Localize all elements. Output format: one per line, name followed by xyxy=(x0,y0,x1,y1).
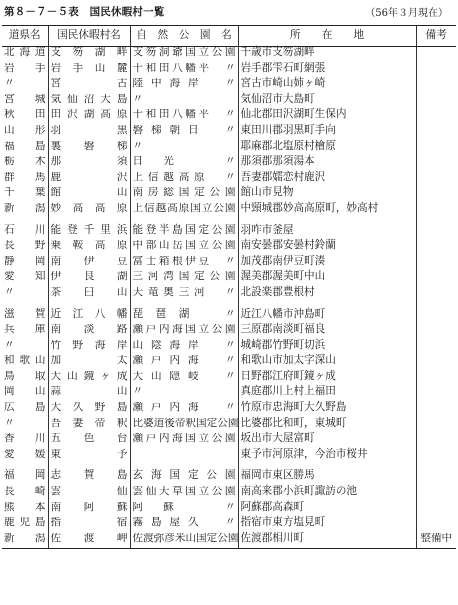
village-name-cell: 吾妻帝釈 xyxy=(48,418,130,434)
table-row xyxy=(2,125,456,141)
location-cell: 千歳市支笏湖畔 xyxy=(238,47,416,63)
location-cell: 北設楽郡豊根村 xyxy=(238,287,416,303)
prefecture-cell: 愛媛 xyxy=(4,448,46,460)
park-name-cell: 佐渡弥彦米山国定公園 xyxy=(130,533,238,549)
location-cell: 東田川郡羽黒町手向 xyxy=(238,125,416,141)
note-cell xyxy=(416,256,456,272)
table-row xyxy=(2,271,456,287)
village-name-cell: 東予 xyxy=(48,449,130,465)
park-name-cell: 日光 〃 xyxy=(130,156,238,172)
village-name-cell: 鹿沢 xyxy=(48,172,130,188)
note-cell xyxy=(416,203,456,219)
location-cell: 和歌山市加太字深山 xyxy=(238,355,416,371)
prefecture-cell: 広島 xyxy=(4,402,46,414)
table-row xyxy=(2,533,456,549)
prefecture-cell: 〃 xyxy=(4,286,15,298)
column-header-note: 備考 xyxy=(416,26,456,47)
note-cell xyxy=(416,502,456,518)
park-name-cell: 比婆道後帝釈国定公園 xyxy=(130,418,238,434)
location-cell: 南安曇郡安曇村鈴蘭 xyxy=(238,240,416,256)
table-row xyxy=(2,47,456,63)
note-cell xyxy=(416,340,456,356)
column-header-village: 国民休暇村名 xyxy=(48,26,130,47)
table-row xyxy=(2,287,456,303)
note-cell xyxy=(416,271,456,287)
table-row xyxy=(2,402,456,418)
village-name-cell: 大久野島 xyxy=(48,402,130,418)
location-cell: 耶麻郡北塩原村檜原 xyxy=(238,141,416,157)
prefecture-cell: 香川 xyxy=(4,433,46,445)
village-name-cell: 岩手山麓 xyxy=(48,63,130,79)
park-name-cell: 大山隠岐 〃 xyxy=(130,371,238,387)
note-cell xyxy=(416,187,456,203)
note-cell xyxy=(416,402,456,418)
prefecture-cell: 新潟 xyxy=(4,202,46,214)
prefecture-cell: 〃 xyxy=(4,339,15,351)
park-name-cell: 三河湾国定公園 xyxy=(130,271,238,287)
prefecture-cell: 千葉 xyxy=(4,187,46,199)
location-cell: 比婆郡比和町，東城町 xyxy=(238,418,416,434)
prefecture-cell: 岩手 xyxy=(4,62,46,74)
park-name-cell: 磐梯朝日 〃 xyxy=(130,125,238,141)
note-cell xyxy=(416,219,456,241)
table-row xyxy=(2,203,456,219)
park-name-cell: 山陰海岸 〃 xyxy=(130,340,238,356)
location-cell: 近江八幡市沖島町 xyxy=(238,303,416,325)
park-name-cell: 能登半島国定公園 xyxy=(130,219,238,241)
location-cell: 城崎郡竹野町切浜 xyxy=(238,340,416,356)
table-row xyxy=(2,141,456,157)
note-cell xyxy=(416,172,456,188)
prefecture-cell: 長野 xyxy=(4,240,46,252)
park-name-cell: 霧島屋久 〃 xyxy=(130,517,238,533)
village-name-cell: 気仙沼大島 xyxy=(48,94,130,110)
location-cell: 阿蘇郡高森町 xyxy=(238,502,416,518)
village-name-cell: 妙高高原 xyxy=(48,203,130,219)
note-cell xyxy=(416,303,456,325)
table-row xyxy=(2,256,456,272)
note-cell xyxy=(416,486,456,502)
location-cell: 佐渡郡相川町 xyxy=(238,533,416,549)
table-row xyxy=(2,517,456,533)
document-header xyxy=(0,4,458,20)
prefecture-cell: 〃 xyxy=(4,78,15,90)
park-name-cell xyxy=(130,449,238,465)
location-cell: 仙北郡田沢湖町生保内 xyxy=(238,109,416,125)
prefecture-cell: 栃木 xyxy=(4,156,46,168)
village-name-cell: 館山 xyxy=(48,187,130,203)
prefecture-cell: 長崎 xyxy=(4,486,46,498)
table-row xyxy=(2,486,456,502)
note-cell xyxy=(416,47,456,63)
note-cell xyxy=(416,63,456,79)
location-cell: 吾妻郡嬬恋村鹿沢 xyxy=(238,172,416,188)
prefecture-cell: 鳥取 xyxy=(4,370,46,382)
prefecture-cell: 新潟 xyxy=(2,533,48,549)
park-name-cell: 玄海国定公園 xyxy=(130,464,238,486)
village-name-cell: 乗鞍高原 xyxy=(48,240,130,256)
park-name-cell: 十和田八幡平 〃 xyxy=(130,63,238,79)
park-name-cell: 中部山岳国立公園 xyxy=(130,240,238,256)
note-cell xyxy=(416,287,456,303)
note-cell xyxy=(416,517,456,533)
village-name-cell: 加太 xyxy=(48,355,130,371)
location-cell: 坂出市大屋富町 xyxy=(238,433,416,449)
location-cell: 加茂郡南伊豆町湊 xyxy=(238,256,416,272)
park-name-cell: 〃 xyxy=(130,141,238,157)
prefecture-cell: 滋賀 xyxy=(4,307,46,320)
prefecture-cell: 愛知 xyxy=(4,271,46,283)
park-name-cell: 陸中海岸 〃 xyxy=(130,78,238,94)
location-cell: 宮古市崎山姉ヶ崎 xyxy=(238,78,416,94)
location-cell: 那須郡那須湯本 xyxy=(238,156,416,172)
location-cell: 指宿市東方塩見町 xyxy=(238,517,416,533)
prefecture-cell: 山形 xyxy=(4,124,46,136)
park-name-cell: 瀬戸内海 〃 xyxy=(130,355,238,371)
note-cell xyxy=(416,433,456,449)
note-cell xyxy=(416,449,456,465)
village-name-cell: 佐渡岬 xyxy=(48,533,130,549)
table-row xyxy=(2,94,456,110)
location-cell: 岩手郡雫石町網張 xyxy=(238,63,416,79)
park-name-cell: 天竜奥三河 〃 xyxy=(130,287,238,303)
village-name-cell: 茶臼山 xyxy=(48,287,130,303)
table-row xyxy=(2,418,456,434)
prefecture-cell: 石川 xyxy=(4,223,46,236)
village-name-cell: 竹野海岸 xyxy=(48,340,130,356)
prefecture-cell: 〃 xyxy=(4,417,15,429)
prefecture-cell: 福島 xyxy=(4,140,46,152)
location-cell: 三原郡南淡町福良 xyxy=(238,324,416,340)
note-cell xyxy=(416,324,456,340)
prefecture-cell: 秋田 xyxy=(4,109,46,121)
park-name-cell: 十和田八幡平 〃 xyxy=(130,109,238,125)
note-cell xyxy=(416,78,456,94)
prefecture-cell: 熊本 xyxy=(4,501,46,513)
note-cell xyxy=(416,418,456,434)
note-cell xyxy=(416,109,456,125)
table-row xyxy=(2,386,456,402)
prefecture-cell: 福岡 xyxy=(4,469,46,482)
village-name-cell: 支笏湖畔 xyxy=(48,47,130,63)
table-row xyxy=(2,219,456,241)
park-name-cell: 瀬戸内海国立公園 xyxy=(130,433,238,449)
location-cell: 南高来郡小浜町諏訪の池 xyxy=(238,486,416,502)
location-cell: 気仙沼市大島町 xyxy=(238,94,416,110)
location-cell: 館山市見物 xyxy=(238,187,416,203)
village-name-cell: 宮古 xyxy=(48,78,130,94)
prefecture-cell: 和歌山 xyxy=(4,355,46,367)
note-cell xyxy=(416,371,456,387)
column-header-park: 自 然 公 園 名 xyxy=(130,26,238,47)
prefecture-cell: 北海道 xyxy=(4,46,46,58)
table-row xyxy=(2,156,456,172)
location-cell: 渥美郡渥美町中山 xyxy=(238,271,416,287)
village-name-cell: 蒜山 xyxy=(48,386,130,402)
location-cell: 東予市河原津，今治市桜井 xyxy=(238,449,416,465)
village-name-cell: 近江八幡 xyxy=(48,303,130,325)
village-name-cell: 指宿 xyxy=(48,517,130,533)
village-name-cell: 五色台 xyxy=(48,433,130,449)
table-row xyxy=(2,240,456,256)
park-name-cell: 〃 xyxy=(130,386,238,402)
note-cell xyxy=(416,464,456,486)
table-row xyxy=(2,303,456,325)
prefecture-cell: 静岡 xyxy=(4,255,46,267)
park-name-cell: 瀬戸内海国立公園 xyxy=(130,324,238,340)
park-name-cell: 阿蘇 〃 xyxy=(130,502,238,518)
location-cell: 竹原市忠海町大久野島 xyxy=(238,402,416,418)
note-cell: 整備中 xyxy=(416,533,456,549)
table-row xyxy=(2,78,456,94)
prefecture-cell: 岡山 xyxy=(4,386,46,398)
location-cell: 中頸城郡妙高高原町，妙高村 xyxy=(238,203,416,219)
prefecture-cell: 鹿児島 xyxy=(4,517,46,529)
table-row xyxy=(2,63,456,79)
table-row xyxy=(2,502,456,518)
table-body xyxy=(2,47,456,549)
village-name-cell: 裏磐梯 xyxy=(48,141,130,157)
village-name-cell: 南阿蘇 xyxy=(48,502,130,518)
table-row xyxy=(2,449,456,465)
note-cell xyxy=(416,141,456,157)
prefecture-cell: 宮城 xyxy=(4,93,46,105)
location-cell: 羽咋市釜屋 xyxy=(238,219,416,241)
park-name-cell: 上信越高原国立公園 xyxy=(130,203,238,219)
location-cell: 日野郡江府町鏡ヶ成 xyxy=(238,371,416,387)
note-cell xyxy=(416,386,456,402)
resort-village-table xyxy=(2,25,456,549)
note-cell xyxy=(416,125,456,141)
park-name-cell: 富士箱根伊豆 〃 xyxy=(130,256,238,272)
village-name-cell: 那須 xyxy=(48,156,130,172)
park-name-cell: 〃 xyxy=(130,94,238,110)
note-cell xyxy=(416,156,456,172)
park-name-cell: 南房総国定公園 xyxy=(130,187,238,203)
village-name-cell: 志賀島 xyxy=(48,464,130,486)
table-row xyxy=(2,433,456,449)
village-name-cell: 雲仙 xyxy=(48,486,130,502)
table-row xyxy=(2,464,456,486)
table-title: 第８－７－５表 国民休暇村一覧 xyxy=(4,6,165,18)
table-row xyxy=(2,355,456,371)
prefecture-cell: 群馬 xyxy=(4,171,46,183)
column-header-location: 所 在 地 xyxy=(238,26,416,47)
park-name-cell: 上信越高原 〃 xyxy=(130,172,238,188)
village-name-cell: 羽黒 xyxy=(48,125,130,141)
column-header-prefecture: 道県名 xyxy=(2,26,48,47)
village-name-cell: 南淡路 xyxy=(48,324,130,340)
village-name-cell: 能登千里浜 xyxy=(48,219,130,241)
village-name-cell: 大山鏡ヶ成 xyxy=(48,371,130,387)
table-row xyxy=(2,187,456,203)
park-name-cell: 瀬戸内海 〃 xyxy=(130,402,238,418)
village-name-cell: 田沢湖高原 xyxy=(48,109,130,125)
location-cell: 真庭郡川上村上福田 xyxy=(238,386,416,402)
table-row xyxy=(2,371,456,387)
as-of-date: （56年３月現在） xyxy=(365,8,448,19)
park-name-cell: 琵琶湖 〃 xyxy=(130,303,238,325)
location-cell: 福岡市東区勝馬 xyxy=(238,464,416,486)
table-row xyxy=(2,340,456,356)
table-header-row xyxy=(2,26,456,47)
note-cell xyxy=(416,94,456,110)
table-row xyxy=(2,172,456,188)
prefecture-cell: 兵庫 xyxy=(4,324,46,336)
table-row xyxy=(2,324,456,340)
park-name-cell: 支笏洞爺国立公園 xyxy=(130,47,238,63)
note-cell xyxy=(416,355,456,371)
village-name-cell: 南伊豆 xyxy=(48,256,130,272)
village-name-cell: 伊良湖 xyxy=(48,271,130,287)
note-cell xyxy=(416,240,456,256)
park-name-cell: 雲仙天草国立公園 xyxy=(130,486,238,502)
table-row xyxy=(2,109,456,125)
